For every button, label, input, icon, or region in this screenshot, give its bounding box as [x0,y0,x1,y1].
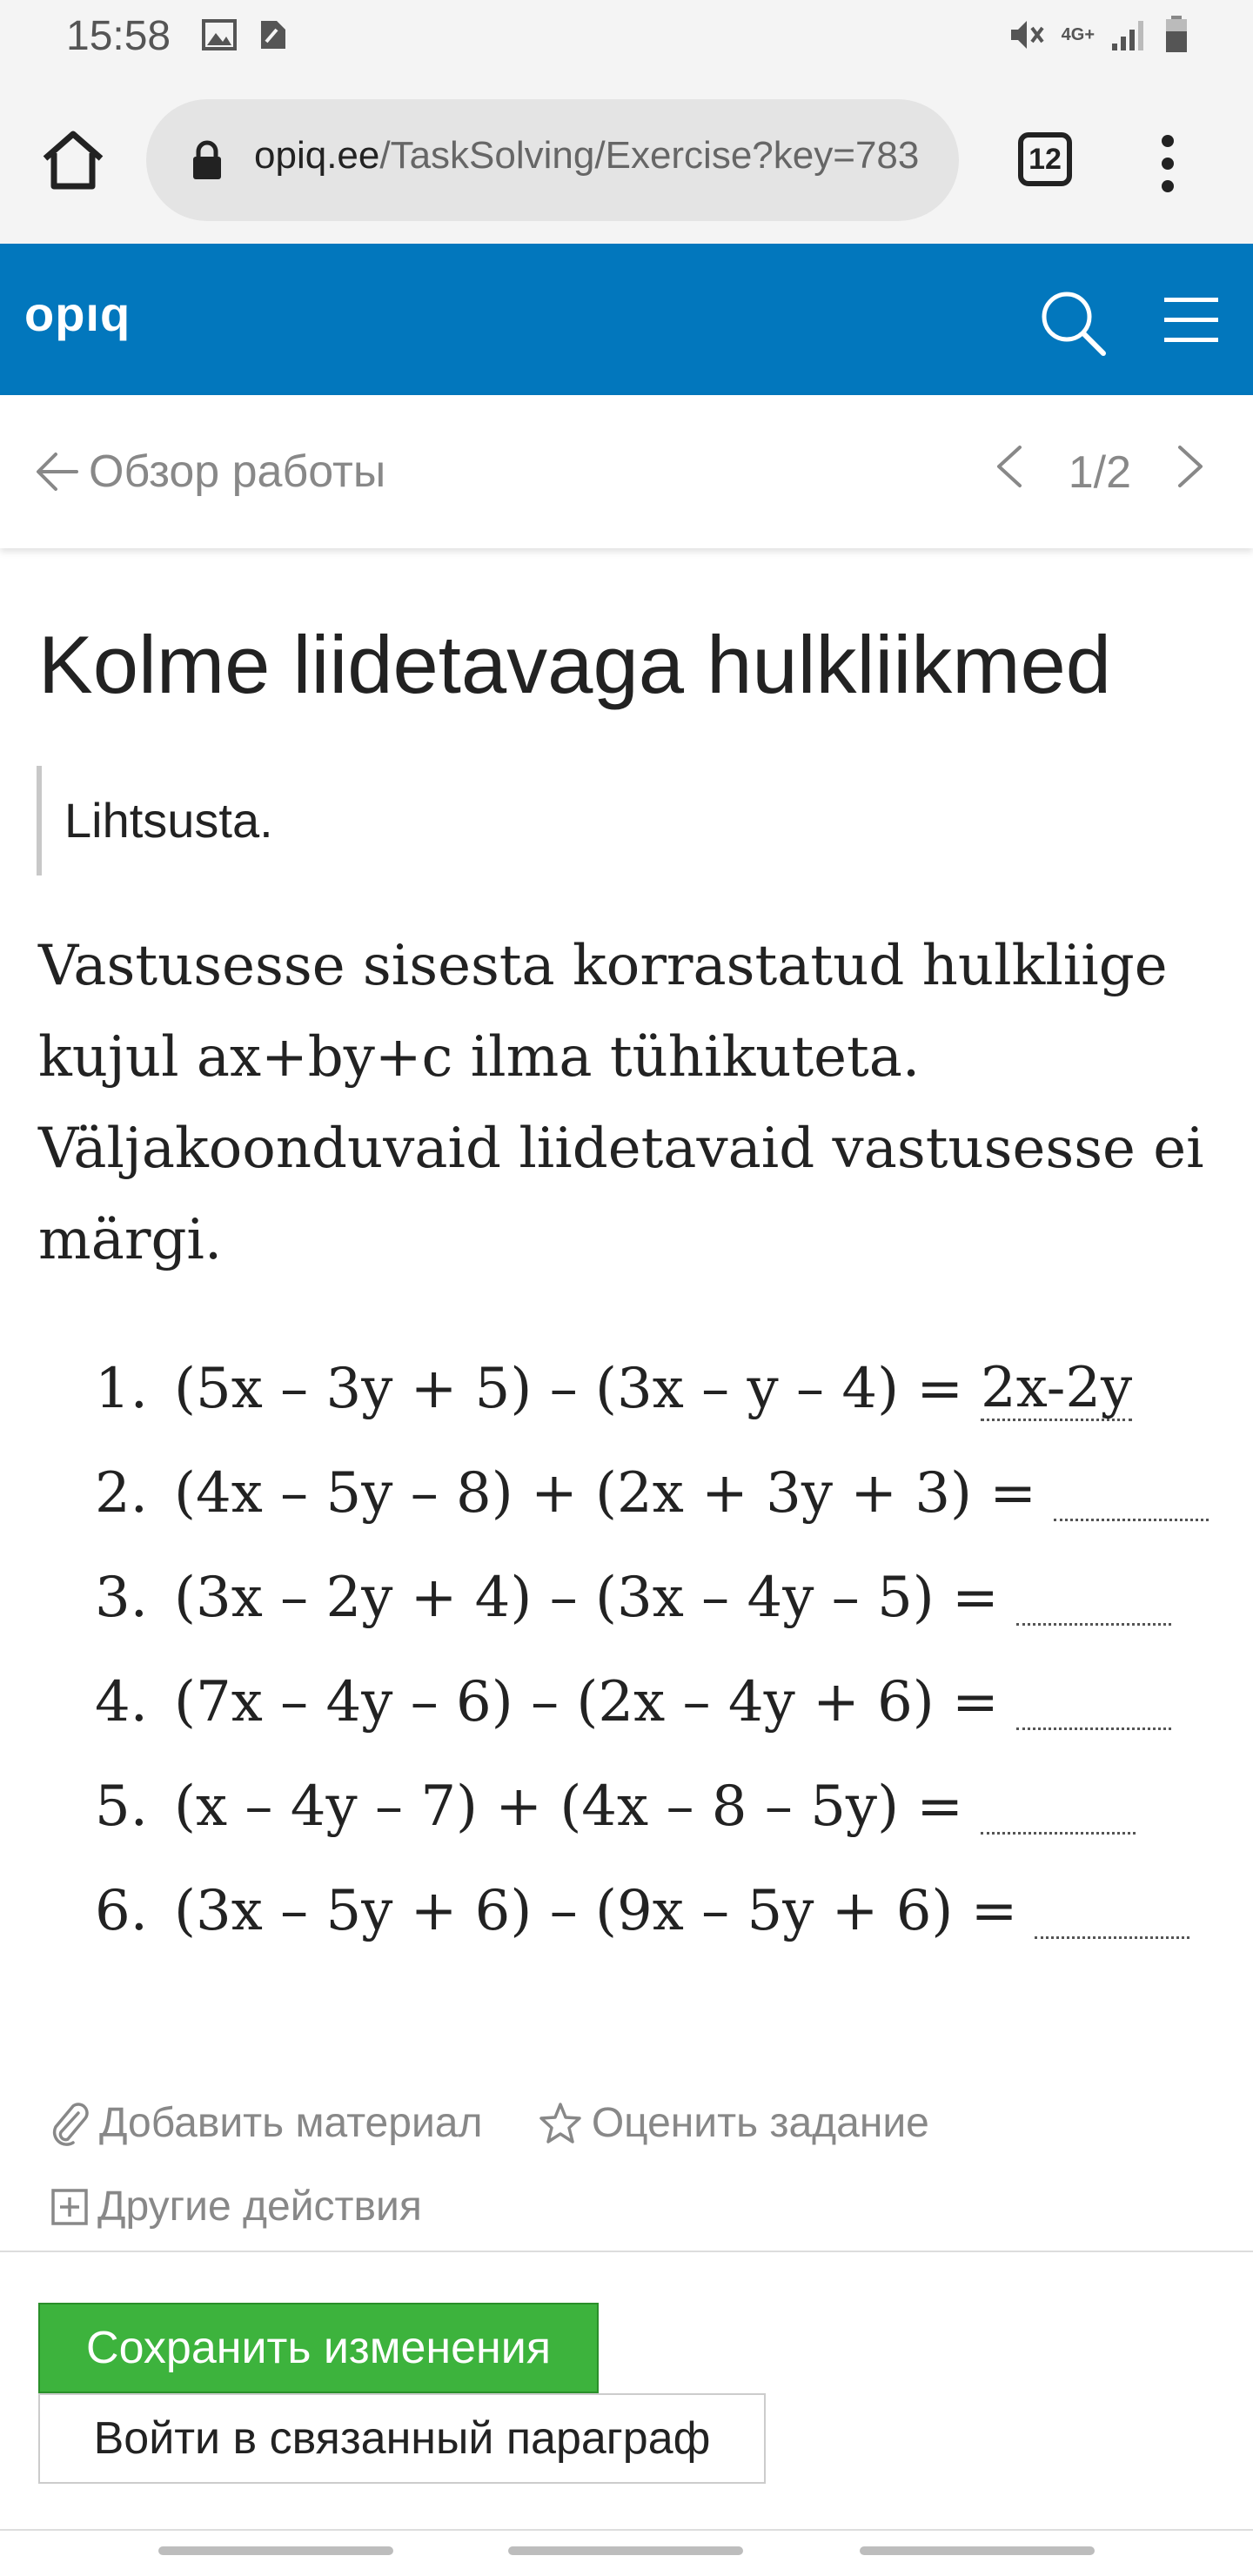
prev-page-button[interactable] [994,444,1025,500]
problem-expression: (x – 4y – 7) + (4x – 8 – 5y) = [174,1774,963,1839]
system-nav-recent[interactable] [158,2546,393,2555]
paperclip-icon [49,2101,90,2146]
search-icon [1037,287,1107,357]
problem-expression: (3x – 5y + 6) – (9x – 5y + 6) = [174,1879,1018,1943]
rate-task-label: Оценить задание [591,2100,929,2146]
save-changes-button[interactable]: Сохранить изменения [38,2303,599,2393]
star-icon [538,2101,583,2146]
back-label: Обзор работы [89,446,386,497]
add-material-button[interactable] [49,2099,482,2147]
hamburger-menu-button[interactable] [1163,294,1220,346]
status-time: 15:58 [66,13,171,59]
network-type: 4G+ [1061,24,1095,44]
file-icon [258,17,289,52]
arrow-left-icon [35,449,80,494]
problem-item [70,1546,1209,1650]
battery-icon [1164,16,1189,54]
pager [994,444,1206,500]
tab-count: 12 [1029,142,1062,176]
instructions-text: Vastusesse sisesta korrastatud hulkliige kujul ax+by+c ilma tühikuteta. Väljakoonduvaid liidetavaid vastusesse ei märgi. [38,934,1204,1272]
home-button[interactable] [38,125,108,195]
answer-field[interactable] [1016,1674,1171,1730]
answer-field[interactable]: 2x-2y [981,1355,1133,1420]
problem-number: 3. [94,1566,148,1630]
task-actions [49,2099,973,2157]
problem-item [70,1337,1209,1441]
search-button[interactable] [1037,287,1107,357]
lock-icon [190,139,224,185]
page-indicator: 1/2 [1068,446,1131,498]
problem-item [70,1441,1209,1546]
system-nav-home[interactable] [508,2546,743,2555]
other-actions-label: Другие действия [97,2184,422,2230]
url-host: opiq.ee [254,134,380,177]
browser-toolbar [0,73,1253,244]
bottom-action-bar [0,2251,1253,2529]
answer-field[interactable] [1054,1466,1209,1521]
url-path: /TaskSolving/Exercise?key=783 [379,134,920,177]
problem-item [70,1650,1209,1754]
problem-number: 5. [94,1774,148,1839]
opiq-logo[interactable]: opıq [24,286,131,341]
gallery-icon [202,17,237,52]
exercise-nav [0,395,1253,548]
back-to-overview-link[interactable] [35,446,385,498]
related-paragraph-button[interactable]: Войти в связанный параграф [38,2393,766,2484]
status-bar [0,0,1253,73]
answer-field[interactable] [981,1779,1136,1835]
divider [0,2529,1253,2531]
problem-number: 1. [94,1357,148,1421]
problem-expression: (7x – 4y – 6) – (2x – 4y + 6) = [174,1670,999,1734]
chevron-right-icon [1175,444,1206,489]
problem-expression: (5x – 3y + 5) – (3x – y – 4) = [174,1357,963,1421]
home-icon [38,125,108,195]
other-actions-button[interactable] [50,2183,422,2231]
address-bar[interactable] [146,99,959,221]
answer-field[interactable] [1035,1883,1189,1939]
rate-task-button[interactable] [538,2099,929,2147]
tab-switcher-button[interactable] [1018,132,1072,186]
problem-expression: (3x – 2y + 4) – (3x – 4y – 5) = [174,1566,999,1630]
problem-number: 2. [94,1461,148,1526]
problem-number: 6. [94,1879,148,1943]
problem-expression: (4x – 5y – 8) + (2x + 3y + 3) = [174,1461,1036,1526]
next-page-button[interactable] [1175,444,1206,500]
problem-item [70,1859,1209,1963]
page-title: Kolme liidetavaga hulkliikmed [38,619,1112,710]
problem-item [70,1754,1209,1859]
system-nav-back[interactable] [860,2546,1095,2555]
plus-square-icon [50,2188,89,2226]
hint-text: Lihtsusta. [37,766,646,875]
answer-field[interactable] [1016,1570,1171,1626]
browser-menu-button[interactable] [1150,129,1185,198]
site-header [0,244,1253,395]
hamburger-icon [1163,294,1220,346]
signal-icon [1110,17,1149,52]
problem-list [70,1337,1209,1963]
problem-number: 4. [94,1670,148,1734]
mute-icon [1008,16,1046,54]
more-vert-icon [1150,129,1185,198]
chevron-left-icon [994,444,1025,489]
add-material-label: Добавить материал [99,2100,483,2146]
